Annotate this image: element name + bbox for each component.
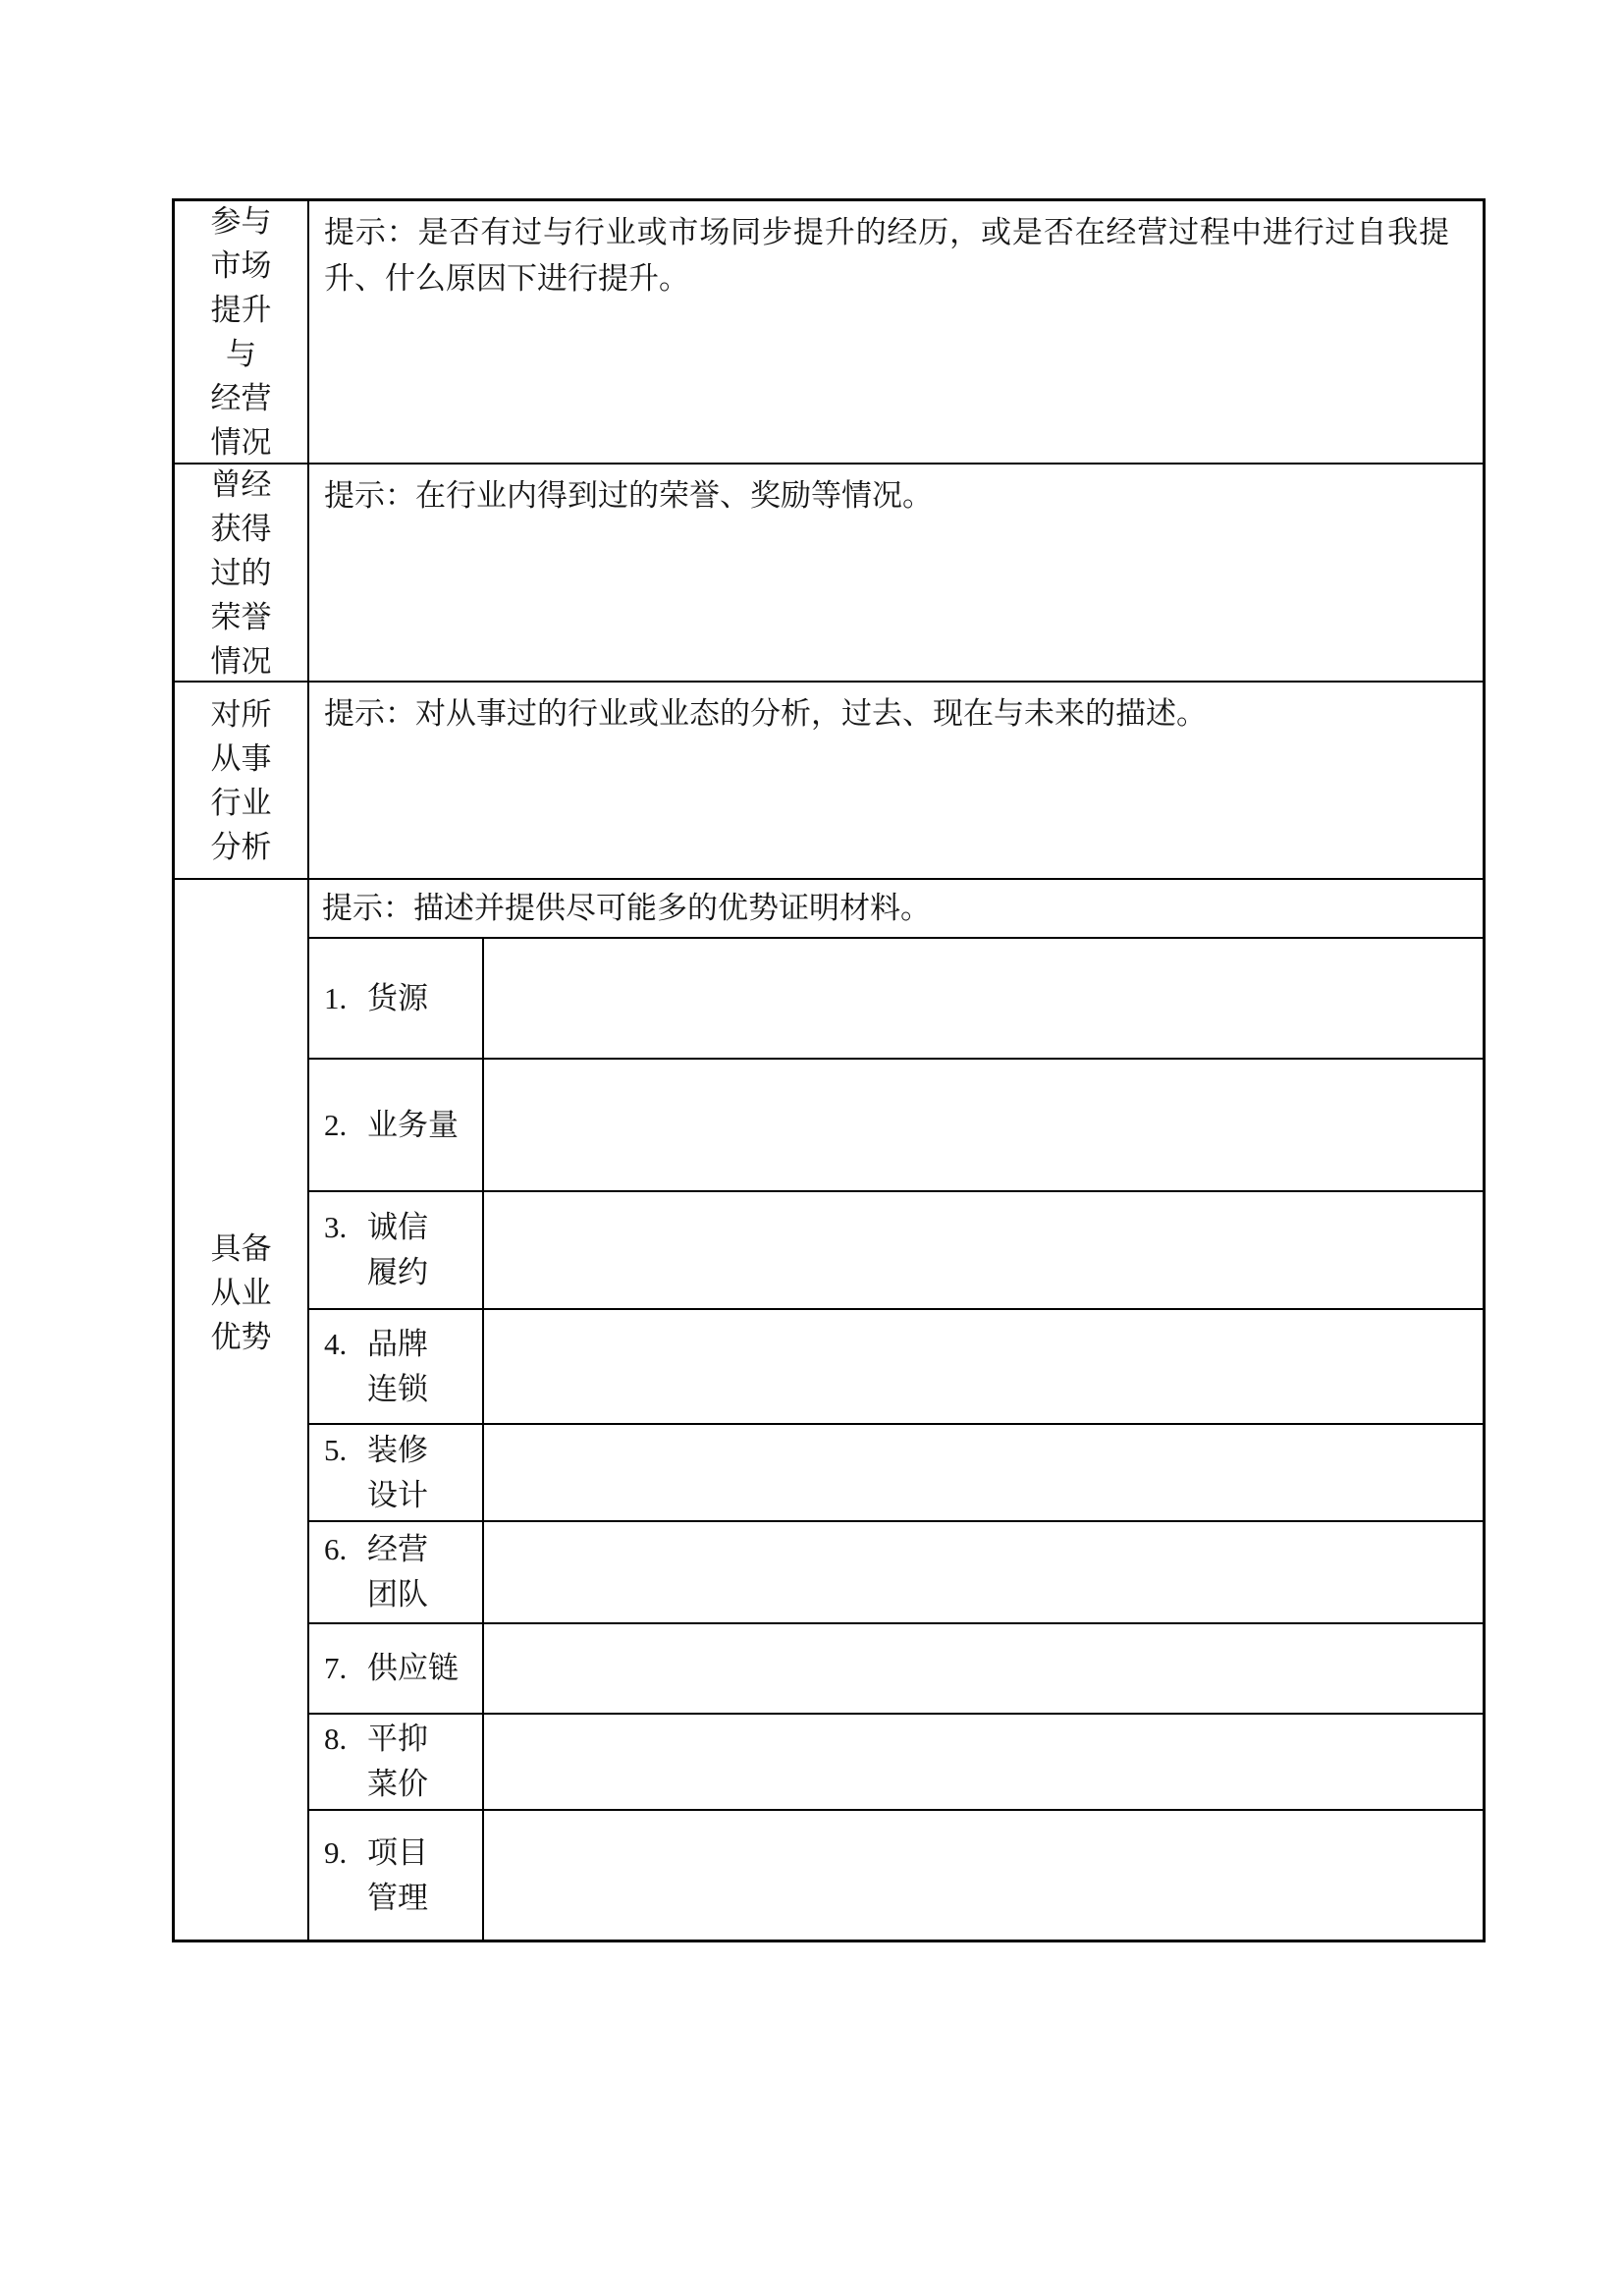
category-market-participation xyxy=(175,201,309,463)
advantage-item-text: 货源 xyxy=(367,980,428,1015)
advantage-item-row xyxy=(309,939,1483,1060)
advantage-item-number: 2. xyxy=(324,1107,348,1142)
category-honors xyxy=(175,465,309,681)
category-text-line: 从事 xyxy=(210,740,272,776)
hint-honors: 提示：在行业内得到过的荣誉、奖励等情况。 xyxy=(324,478,933,513)
advantage-item-line1 xyxy=(324,1428,482,1473)
advantage-item-line2: 团队 xyxy=(367,1577,428,1612)
category-text-line: 分析 xyxy=(210,829,272,864)
row-business-advantages xyxy=(175,880,1483,1940)
advantages-subtable xyxy=(309,880,1483,1940)
advantage-item-label xyxy=(309,1425,484,1520)
advantage-item-line1 xyxy=(324,976,482,1021)
advantage-item-line1 xyxy=(324,1103,482,1148)
advantage-item-row xyxy=(309,1060,1483,1192)
category-text-line: 从业 xyxy=(210,1276,272,1310)
advantage-item-line1 xyxy=(324,1527,482,1572)
advantage-item-row xyxy=(309,1715,1483,1811)
applicant-form-table xyxy=(172,198,1486,1942)
advantage-item-value-cell xyxy=(484,1192,1483,1308)
hint-business-advantages: 提示：描述并提供尽可能多的优势证明材料。 xyxy=(309,880,1483,939)
category-text-line: 情况 xyxy=(210,425,272,460)
advantage-item-number: 3. xyxy=(324,1210,348,1244)
advantage-item-line2: 设计 xyxy=(367,1477,428,1512)
advantage-item-value-cell xyxy=(484,1811,1483,1940)
category-text-line: 过的 xyxy=(210,555,272,590)
advantage-item-line1 xyxy=(324,1646,482,1691)
advantage-item-value-cell xyxy=(484,1060,1483,1190)
advantage-item-label xyxy=(309,1192,484,1308)
advantage-item-row xyxy=(309,1522,1483,1624)
advantage-item-line1 xyxy=(324,1322,482,1367)
advantage-item-row xyxy=(309,1624,1483,1715)
advantage-item-line2: 连锁 xyxy=(367,1371,428,1406)
advantage-item-text: 装修 xyxy=(367,1432,428,1467)
advantage-item-text: 业务量 xyxy=(367,1107,459,1142)
advantage-item-label xyxy=(309,1715,484,1809)
row-honors xyxy=(175,465,1483,683)
category-text-line: 提升 xyxy=(210,293,272,327)
advantage-item-label xyxy=(309,1811,484,1940)
advantage-item-text: 诚信 xyxy=(367,1210,428,1244)
hint-market-participation: 提示：是否有过与行业或市场同步提升的经历，或是否在经营过程中进行过自我提升、什么原因下进行提升。 xyxy=(324,215,1449,296)
category-text-line: 优势 xyxy=(210,1320,272,1354)
advantage-item-text: 项目 xyxy=(367,1834,428,1870)
advantage-item-row xyxy=(309,1310,1483,1425)
advantage-item-number: 8. xyxy=(324,1722,348,1756)
advantage-item-line1 xyxy=(324,1831,482,1876)
advantage-item-row xyxy=(309,1425,1483,1522)
advantage-item-label xyxy=(309,1624,484,1713)
row-market-participation xyxy=(175,201,1483,465)
advantage-item-label xyxy=(309,1310,484,1423)
advantage-item-number: 5. xyxy=(324,1432,348,1467)
category-text-line: 情况 xyxy=(210,643,272,679)
advantage-item-line1 xyxy=(324,1717,482,1762)
category-text-line: 与 xyxy=(226,337,256,371)
category-text-line: 荣誉 xyxy=(210,599,272,634)
category-text-line: 行业 xyxy=(210,785,272,820)
advantage-item-number: 4. xyxy=(324,1326,348,1361)
category-text-line: 经营 xyxy=(210,381,272,415)
advantage-item-label xyxy=(309,1522,484,1622)
row-industry-analysis xyxy=(175,683,1483,880)
advantage-item-line2: 菜价 xyxy=(367,1767,428,1801)
advantage-item-value-cell xyxy=(484,1715,1483,1809)
category-text-line: 参与 xyxy=(210,204,272,239)
advantage-item-number: 6. xyxy=(324,1532,348,1566)
advantage-item-value-cell xyxy=(484,939,1483,1058)
category-text-line: 市场 xyxy=(210,248,272,283)
advantage-item-label xyxy=(309,939,484,1058)
advantage-item-text: 品牌 xyxy=(367,1326,428,1361)
category-text-line: 对所 xyxy=(210,696,272,732)
advantage-item-number: 9. xyxy=(324,1834,348,1870)
advantage-item-line1 xyxy=(324,1205,482,1250)
category-text-line: 曾经 xyxy=(210,466,272,502)
advantage-item-value-cell xyxy=(484,1624,1483,1713)
hint-industry-analysis: 提示：对从事过的行业或业态的分析，过去、现在与未来的描述。 xyxy=(324,696,1207,731)
category-business-advantages xyxy=(175,880,309,1940)
category-text-line: 获得 xyxy=(210,511,272,546)
advantage-item-value-cell xyxy=(484,1310,1483,1423)
category-industry-analysis xyxy=(175,683,309,878)
advantage-item-value-cell xyxy=(484,1425,1483,1520)
advantage-item-text: 经营 xyxy=(367,1532,428,1566)
advantage-item-label xyxy=(309,1060,484,1190)
advantage-item-number: 7. xyxy=(324,1651,348,1685)
advantage-item-text: 供应链 xyxy=(367,1651,459,1685)
advantage-item-row xyxy=(309,1811,1483,1940)
category-text-line: 具备 xyxy=(210,1231,272,1266)
advantage-item-number: 1. xyxy=(324,980,348,1015)
advantage-item-text: 平抑 xyxy=(367,1722,428,1756)
advantage-item-line2: 履约 xyxy=(367,1255,428,1289)
advantage-item-line2: 管理 xyxy=(367,1880,428,1915)
advantage-item-value-cell xyxy=(484,1522,1483,1622)
advantage-item-row xyxy=(309,1192,1483,1310)
